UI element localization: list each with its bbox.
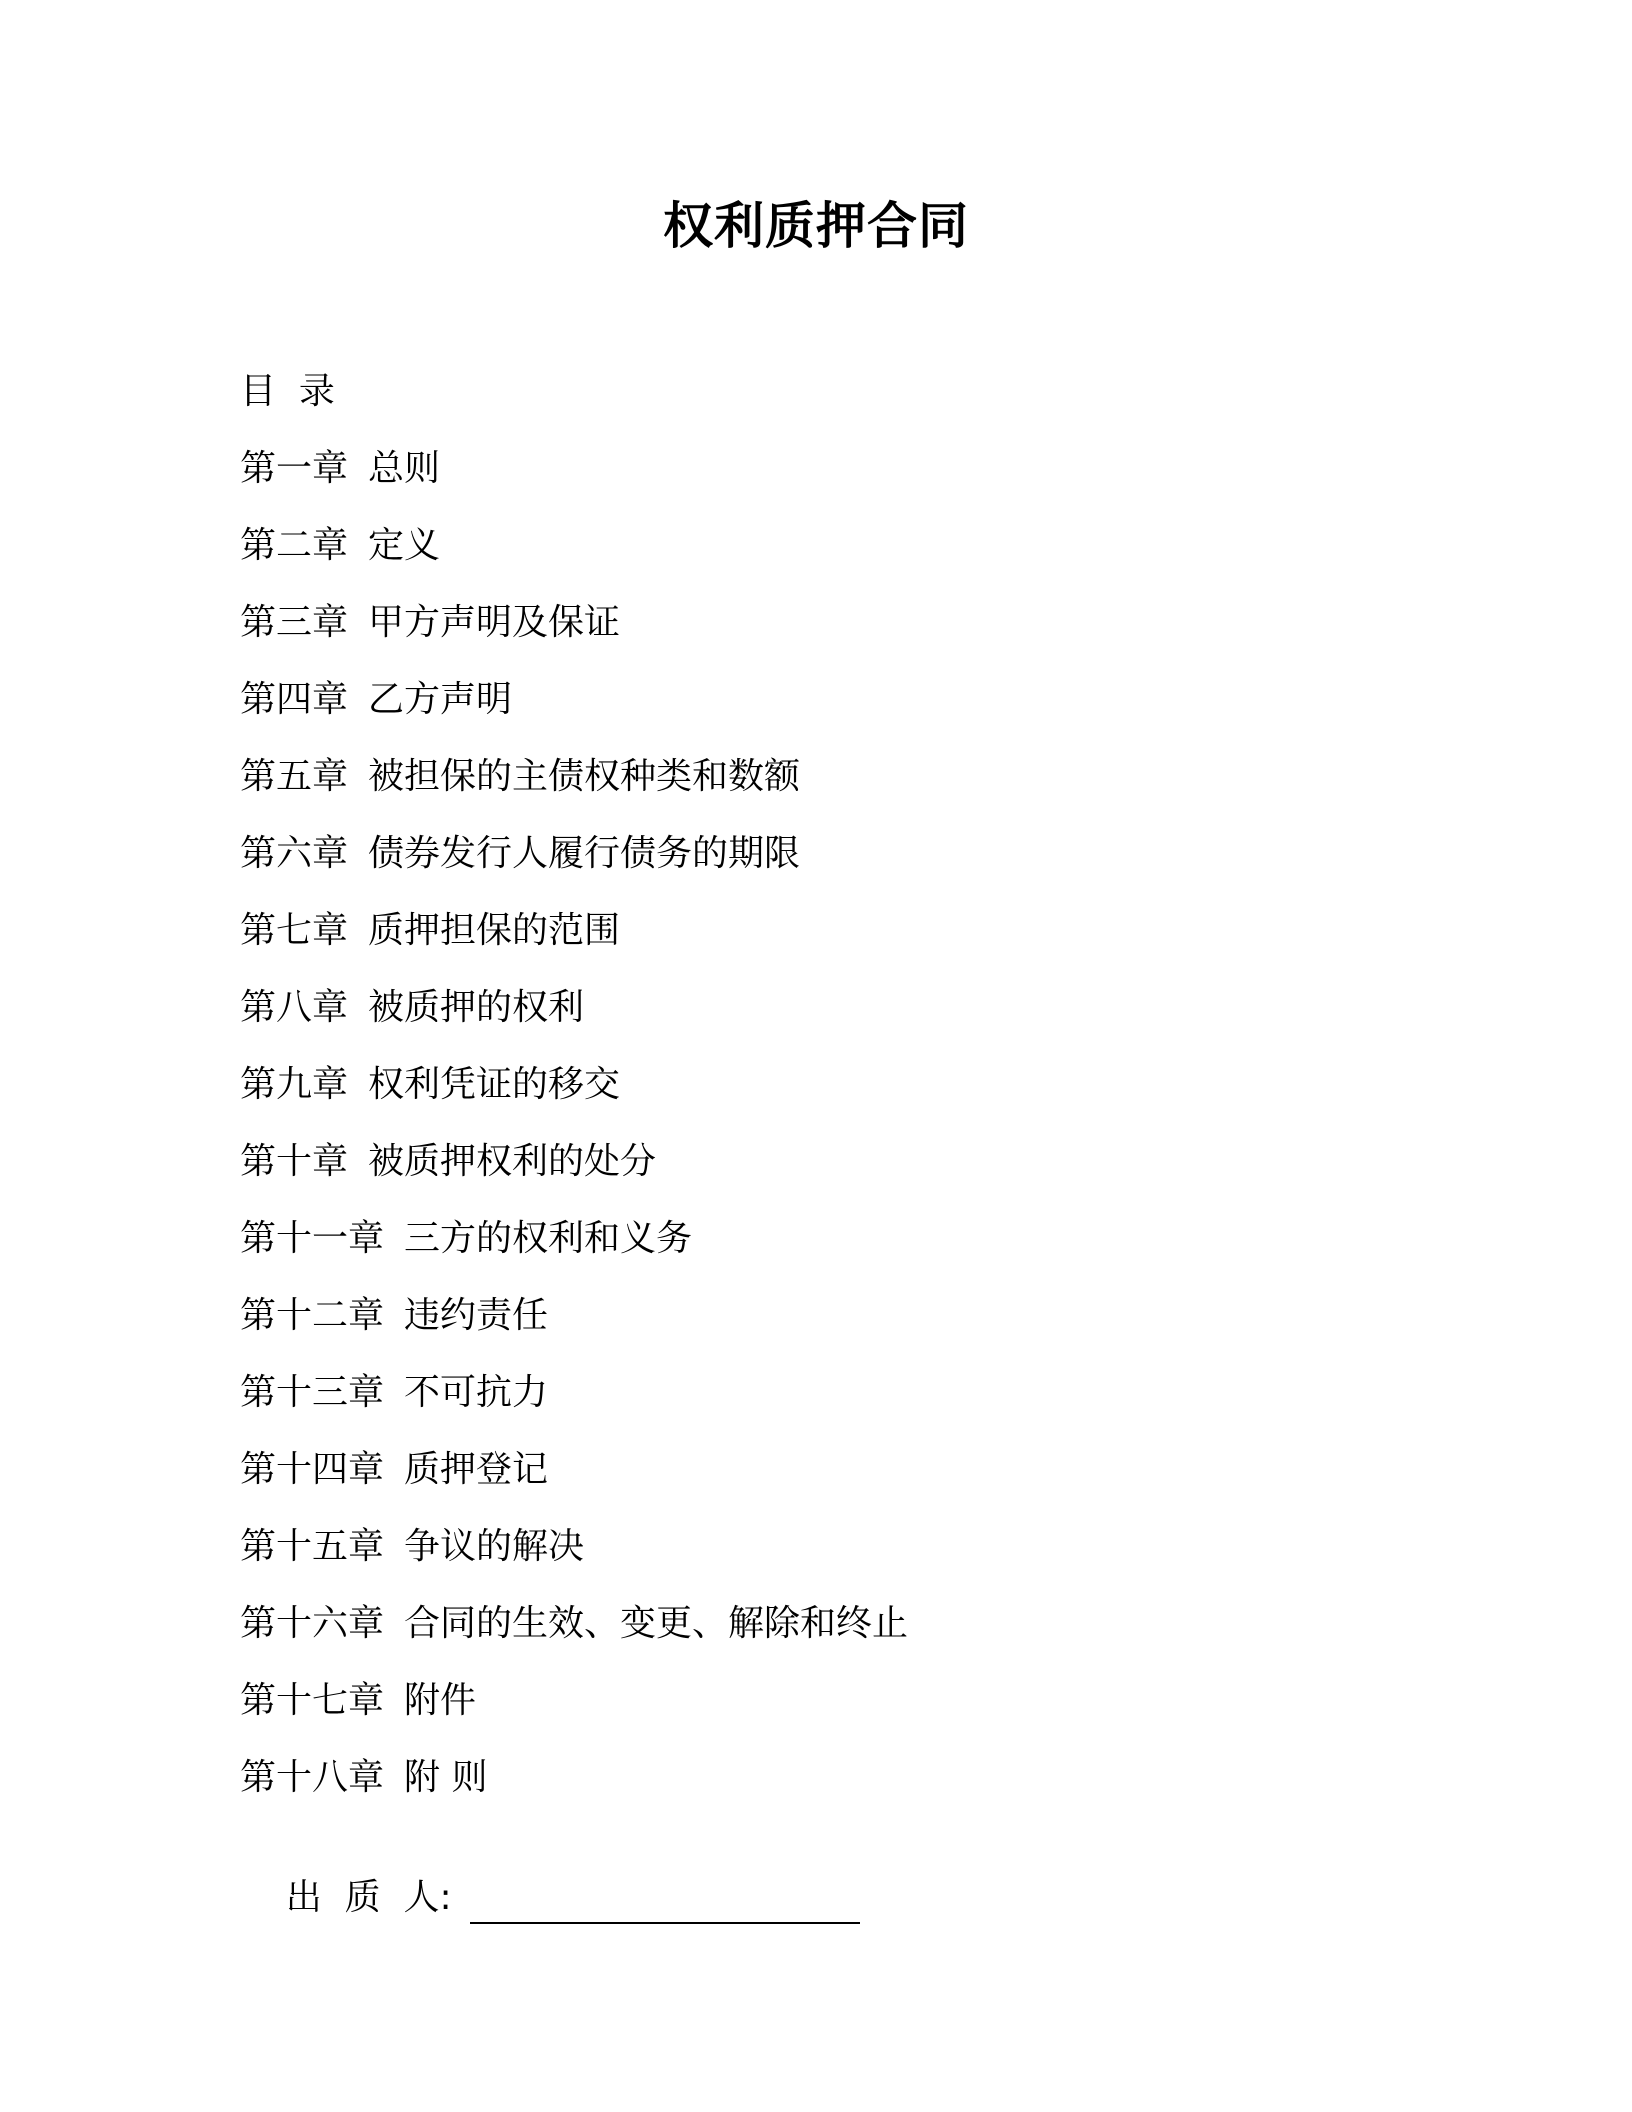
toc-chapter-number: 第十三章 (240, 1372, 385, 1413)
toc-chapter-name: 债券发行人履行债务的期限 (368, 833, 801, 874)
toc-item (240, 1063, 908, 1140)
toc-chapter-name: 被担保的主债权种类和数额 (368, 756, 801, 797)
toc-chapter-number: 第一章 (240, 448, 349, 489)
toc-chapter-number: 第十五章 (240, 1526, 385, 1567)
toc-item (240, 1756, 908, 1833)
toc-chapter-name: 乙方声明 (368, 679, 513, 720)
toc-item (240, 986, 908, 1063)
toc-chapter-name: 三方的权利和义务 (404, 1218, 693, 1259)
toc-chapter-number: 第十章 (240, 1141, 349, 1182)
toc-chapter-name: 争议的解决 (404, 1526, 585, 1567)
toc-item (240, 1217, 908, 1294)
toc-chapter-name: 质押担保的范围 (368, 910, 621, 951)
toc-chapter-number: 第十二章 (240, 1295, 385, 1336)
toc-chapter-name: 权利凭证的移交 (368, 1064, 621, 1105)
toc-item (240, 1525, 908, 1602)
toc-chapter-name: 定义 (368, 525, 441, 566)
toc-item (240, 909, 908, 986)
toc-item (240, 832, 908, 909)
toc-chapter-number: 第八章 (240, 987, 349, 1028)
toc-chapter-number: 第十八章 (240, 1757, 385, 1798)
toc-item (240, 678, 908, 755)
toc-chapter-name: 违约责任 (404, 1295, 549, 1336)
toc-chapter-name: 附 则 (404, 1757, 488, 1798)
toc-item (240, 601, 908, 678)
toc-chapter-name: 质押登记 (404, 1449, 549, 1490)
toc-item (240, 1448, 908, 1525)
toc-chapter-number: 第六章 (240, 833, 349, 874)
toc-chapter-name: 不可抗力 (404, 1372, 549, 1413)
toc-chapter-number: 第七章 (240, 910, 349, 951)
toc-chapter-number: 第四章 (240, 679, 349, 720)
toc-chapter-number: 第十一章 (240, 1218, 385, 1259)
toc-item (240, 1679, 908, 1756)
toc-chapter-number: 第十七章 (240, 1680, 385, 1721)
pledgor-signature-line (470, 1886, 860, 1924)
toc-item (240, 755, 908, 832)
toc-chapter-name: 附件 (404, 1680, 477, 1721)
toc-item (240, 1371, 908, 1448)
toc-item (240, 1602, 908, 1679)
toc-chapter-name: 被质押权利的处分 (368, 1141, 657, 1182)
table-of-contents (240, 447, 908, 1833)
pledgor-label: 出 质 人: (285, 1877, 452, 1918)
toc-item (240, 447, 908, 524)
toc-chapter-number: 第九章 (240, 1064, 349, 1105)
toc-item (240, 1294, 908, 1371)
toc-chapter-number: 第三章 (240, 602, 349, 643)
toc-chapter-number: 第十四章 (240, 1449, 385, 1490)
toc-chapter-number: 第十六章 (240, 1603, 385, 1644)
toc-chapter-name: 甲方声明及保证 (368, 602, 621, 643)
pledgor-signature-row (240, 1832, 860, 1964)
toc-chapter-name: 被质押的权利 (368, 987, 585, 1028)
toc-chapter-name: 合同的生效、变更、解除和终止 (404, 1603, 909, 1644)
toc-item (240, 1140, 908, 1217)
toc-chapter-number: 第二章 (240, 525, 349, 566)
document-title: 权利质押合同 (663, 197, 969, 255)
toc-chapter-name: 总则 (368, 448, 441, 489)
toc-item (240, 524, 908, 601)
toc-chapter-number: 第五章 (240, 756, 349, 797)
toc-heading: 目 录 (240, 371, 335, 412)
